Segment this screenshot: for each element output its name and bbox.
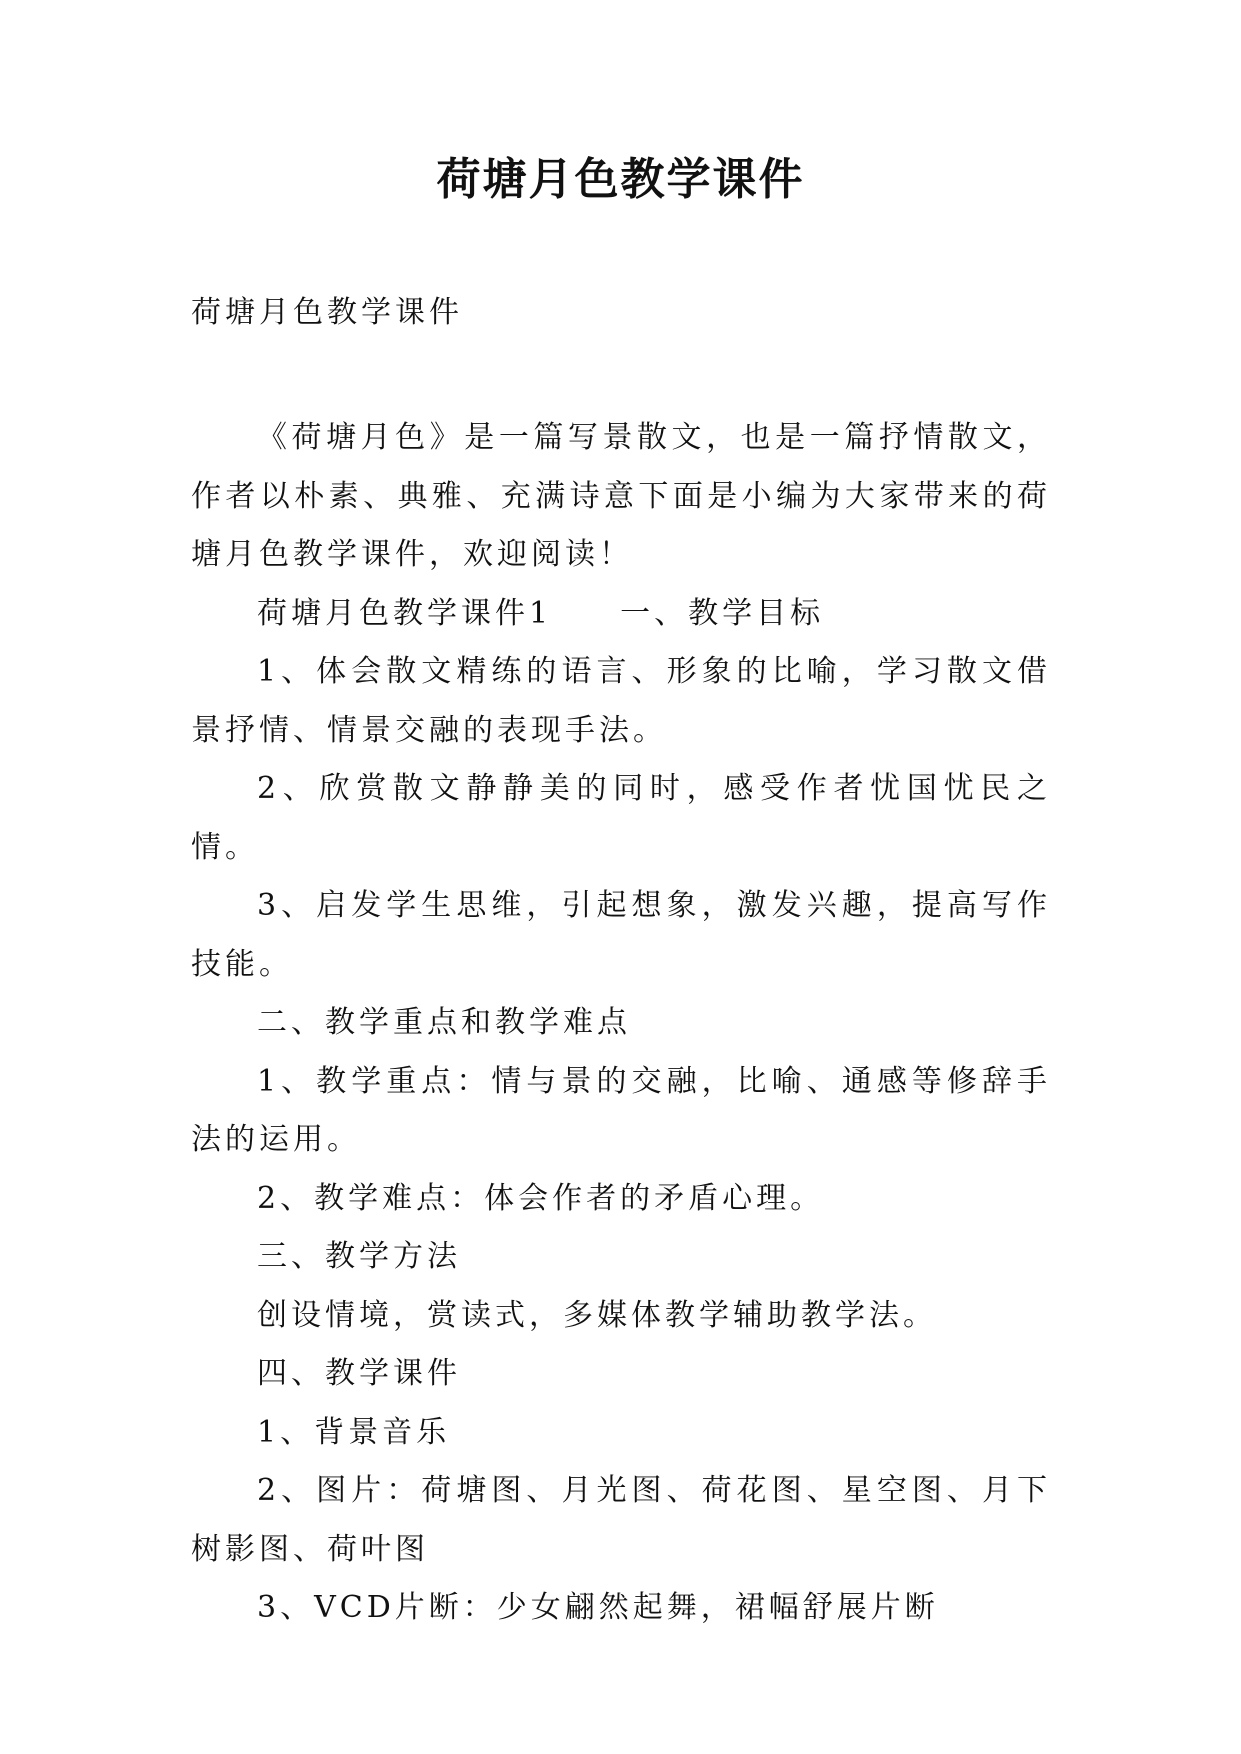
paragraph-goal-2: 2、欣赏散文静静美的同时，感受作者忧国忧民之情。 [191,771,1051,865]
paragraph-methods-heading: 三、教学方法 [257,1239,461,1274]
document-body [191,409,1051,1638]
paragraph-methods: 创设情境，赏读式，多媒体教学辅助教学法。 [257,1297,937,1333]
paragraph-materials-heading: 四、教学课件 [257,1356,461,1391]
paragraph-key-points-heading: 二、教学重点和教学难点 [257,1005,631,1040]
paragraph-goal-1: 1、体会散文精练的语言、形象的比喻，学习散文借景抒情、情景交融的表现手法。 [191,654,1051,748]
paragraph-difficult-point: 2、教学难点：体会作者的矛盾心理。 [257,1180,825,1216]
paragraph-material-pictures: 2、图片：荷塘图、月光图、荷花图、星空图、月下树影图、荷叶图 [191,1473,1051,1567]
paragraph-goal-3: 3、启发学生思维，引起想象，激发兴趣，提高写作技能。 [191,888,1051,982]
document-title: 荷塘月色教学课件 [436,154,805,205]
paragraph-intro: 《荷塘月色》是一篇写景散文，也是一篇抒情散文，作者以朴素、典雅、充满诗意下面是小编为大家带来的荷塘月色教学课件，欢迎阅读！ [191,420,1051,572]
paragraph-key-point: 1、教学重点：情与景的交融，比喻、通感等修辞手法的运用。 [191,1063,1051,1157]
paragraph-material-vcd: 3、VCD片断：少女翩然起舞，裙幅舒展片断 [257,1590,939,1625]
document-subtitle: 荷塘月色教学课件 [191,295,463,330]
paragraph-material-music: 1、背景音乐 [257,1414,451,1450]
paragraph-section-1-heading: 荷塘月色教学课件1 一、教学目标 [257,595,825,631]
